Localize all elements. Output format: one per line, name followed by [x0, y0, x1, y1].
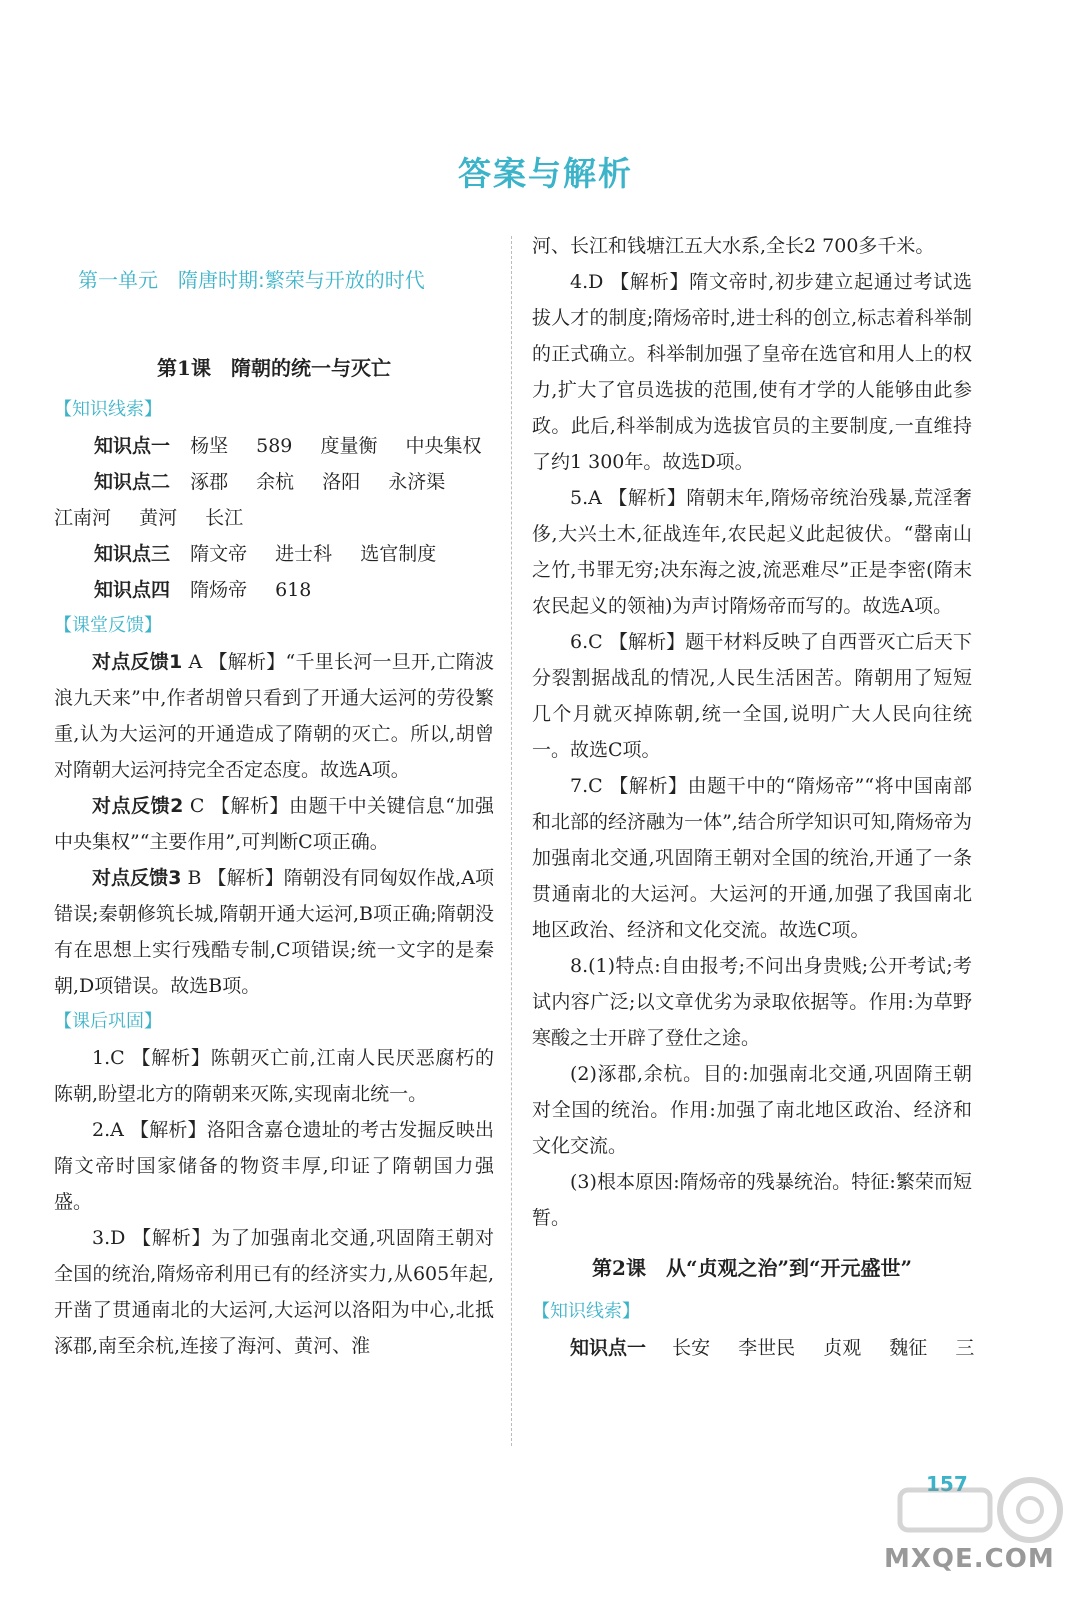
kp-item: 618 [275, 579, 312, 601]
kp-item: 江南河 [54, 507, 112, 529]
right-column [532, 228, 975, 1366]
section-class-feedback: 【课堂反馈】 [54, 615, 162, 636]
page-number: 157 [926, 1472, 968, 1496]
knowledge-point-2 [54, 464, 494, 500]
kp-item: 隋炀帝 [190, 579, 248, 601]
left-column [54, 228, 494, 1364]
section-knowledge-clues-2: 【知识线索】 [532, 1301, 640, 1322]
feedback-text: C 【解析】由题干中关键信息“加强中央集权”“主要作用”,可判断C项正确。 [54, 795, 494, 853]
kp-item: 余杭 [256, 471, 295, 493]
kp-item: 魏征 [889, 1337, 928, 1359]
lesson-2-knowledge-point-1 [532, 1330, 975, 1366]
answer-6: 6.C 【解析】题干材料反映了自西晋灭亡后天下分裂割据战乱的情况,人民生活困苦。隋朝用了短短几个月就灭掉陈朝,统一全国,说明广大人民向往统一。故选C项。 [532, 631, 972, 761]
kp-item: 长安 [672, 1337, 711, 1359]
answer-8-part-3: (3)根本原因:隋炀帝的残暴统治。特征:繁荣而短暂。 [532, 1171, 972, 1229]
answer-3: 3.D 【解析】为了加强南北交通,巩固隋王朝对全国的统治,隋炀帝利用已有的经济实力,从605年起,开凿了贯通南北的大运河,大运河以洛阳为中心,北抵涿郡,南至余杭,连接了海河、黄河、淮 [54, 1227, 494, 1357]
kp-item: 洛阳 [322, 471, 361, 493]
kp-label: 知识点四 [94, 579, 171, 601]
lesson-2-title: 第2课 从“贞观之治”到“开元盛世” [592, 1256, 912, 1280]
kp-label: 知识点一 [570, 1337, 647, 1359]
answer-5: 5.A 【解析】隋朝末年,隋炀帝统治残暴,荒淫奢侈,大兴土木,征战连年,农民起义此起彼伏。“罄南山之竹,书罪无穷;决东海之波,流恶难尽”正是李密(隋末农民起义的领袖)为声讨隋炀帝而写的。故选A项。 [532, 487, 972, 617]
page-title: 答案与解析 [458, 154, 633, 193]
feedback-3 [54, 860, 494, 1004]
kp-item: 李世民 [738, 1337, 796, 1359]
kp-item: 三 [955, 1337, 975, 1359]
feedback-text: A 【解析】“千里长河一旦开,亡隋波浪九天来”中,作者胡曾只看到了开通大运河的劳役繁重,认为大运河的开通造成了隋朝的灭亡。所以,胡曾对隋朝大运河持完全否定态度。故选A项。 [54, 651, 494, 781]
unit-heading: 第一单元 隋唐时期:繁荣与开放的时代 [78, 268, 425, 292]
column-divider [511, 236, 512, 1446]
kp-item: 涿郡 [190, 471, 229, 493]
kp-item: 杨坚 [190, 435, 229, 457]
feedback-2 [54, 788, 494, 860]
knowledge-point-4 [54, 572, 494, 608]
section-knowledge-clues: 【知识线索】 [54, 399, 162, 420]
kp-item: 隋文帝 [190, 543, 248, 565]
kp-label: 知识点二 [94, 471, 171, 493]
kp-item: 选官制度 [360, 543, 437, 565]
answer-7: 7.C 【解析】由题干中的“隋炀帝”“将中国南部和北部的经济融为一体”,结合所学知识可知,隋炀帝为加强南北交通,巩固隋王朝对全国的统治,开通了一条贯通南北的大运河。大运河的开通,加强了我国南北地区政治、经济和文化交流。故选C项。 [532, 775, 972, 941]
answer-8-part-1: 8.(1)特点:自由报考;不问出身贵贱;公开考试;考试内容广泛;以文章优劣为录取依据等。作用:为草野寒酸之士开辟了登仕之途。 [532, 955, 972, 1049]
answer-3-continued: 河、长江和钱塘江五大水系,全长2 700多千米。 [532, 235, 935, 257]
kp-item: 黄河 [139, 507, 178, 529]
feedback-1 [54, 644, 494, 788]
knowledge-point-2-cont [54, 500, 494, 536]
answer-4: 4.D 【解析】隋文帝时,初步建立起通过考试选拔人才的制度;隋炀帝时,进士科的创立,标志着科举制的正式确立。科举制加强了皇帝在选官和用人上的权力,扩大了官员选拔的范围,使有才学的人能够由此参政。此后,科举制成为选拔官员的主要制度,一直维持了约1 300年。故选D项。 [532, 271, 972, 473]
knowledge-point-1 [54, 428, 494, 464]
kp-item: 长江 [205, 507, 244, 529]
kp-item: 中央集权 [405, 435, 482, 457]
answer-2: 2.A 【解析】洛阳含嘉仓遗址的考古发掘反映出隋文帝时国家储备的物资丰厚,印证了隋朝国力强盛。 [54, 1119, 494, 1213]
feedback-label: 对点反馈1 [92, 651, 183, 673]
kp-item: 贞观 [823, 1337, 862, 1359]
section-after-class: 【课后巩固】 [54, 1011, 162, 1032]
answer-8-part-2: (2)涿郡,余杭。目的:加强南北交通,巩固隋王朝对全国的统治。作用:加强了南北地区政治、经济和文化交流。 [532, 1063, 972, 1157]
watermark-text: MXQE.COM [884, 1544, 1055, 1574]
kp-item: 589 [256, 435, 293, 457]
feedback-label: 对点反馈3 [92, 867, 182, 889]
answer-1: 1.C 【解析】陈朝灭亡前,江南人民厌恶腐朽的陈朝,盼望北方的隋朝来灭陈,实现南北统一。 [54, 1047, 494, 1105]
kp-label: 知识点三 [94, 543, 171, 565]
kp-item: 永济渠 [388, 471, 446, 493]
kp-item: 进士科 [275, 543, 333, 565]
kp-label: 知识点一 [94, 435, 171, 457]
feedback-text: B 【解析】隋朝没有同匈奴作战,A项错误;秦朝修筑长城,隋朝开通大运河,B项正确;隋朝没有在思想上实行残酷专制,C项错误;统一文字的是秦朝,D项错误。故选B项。 [54, 867, 494, 997]
feedback-label: 对点反馈2 [92, 795, 184, 817]
knowledge-point-3 [54, 536, 494, 572]
kp-item: 度量衡 [320, 435, 378, 457]
lesson-1-title: 第1课 隋朝的统一与灭亡 [157, 356, 391, 380]
